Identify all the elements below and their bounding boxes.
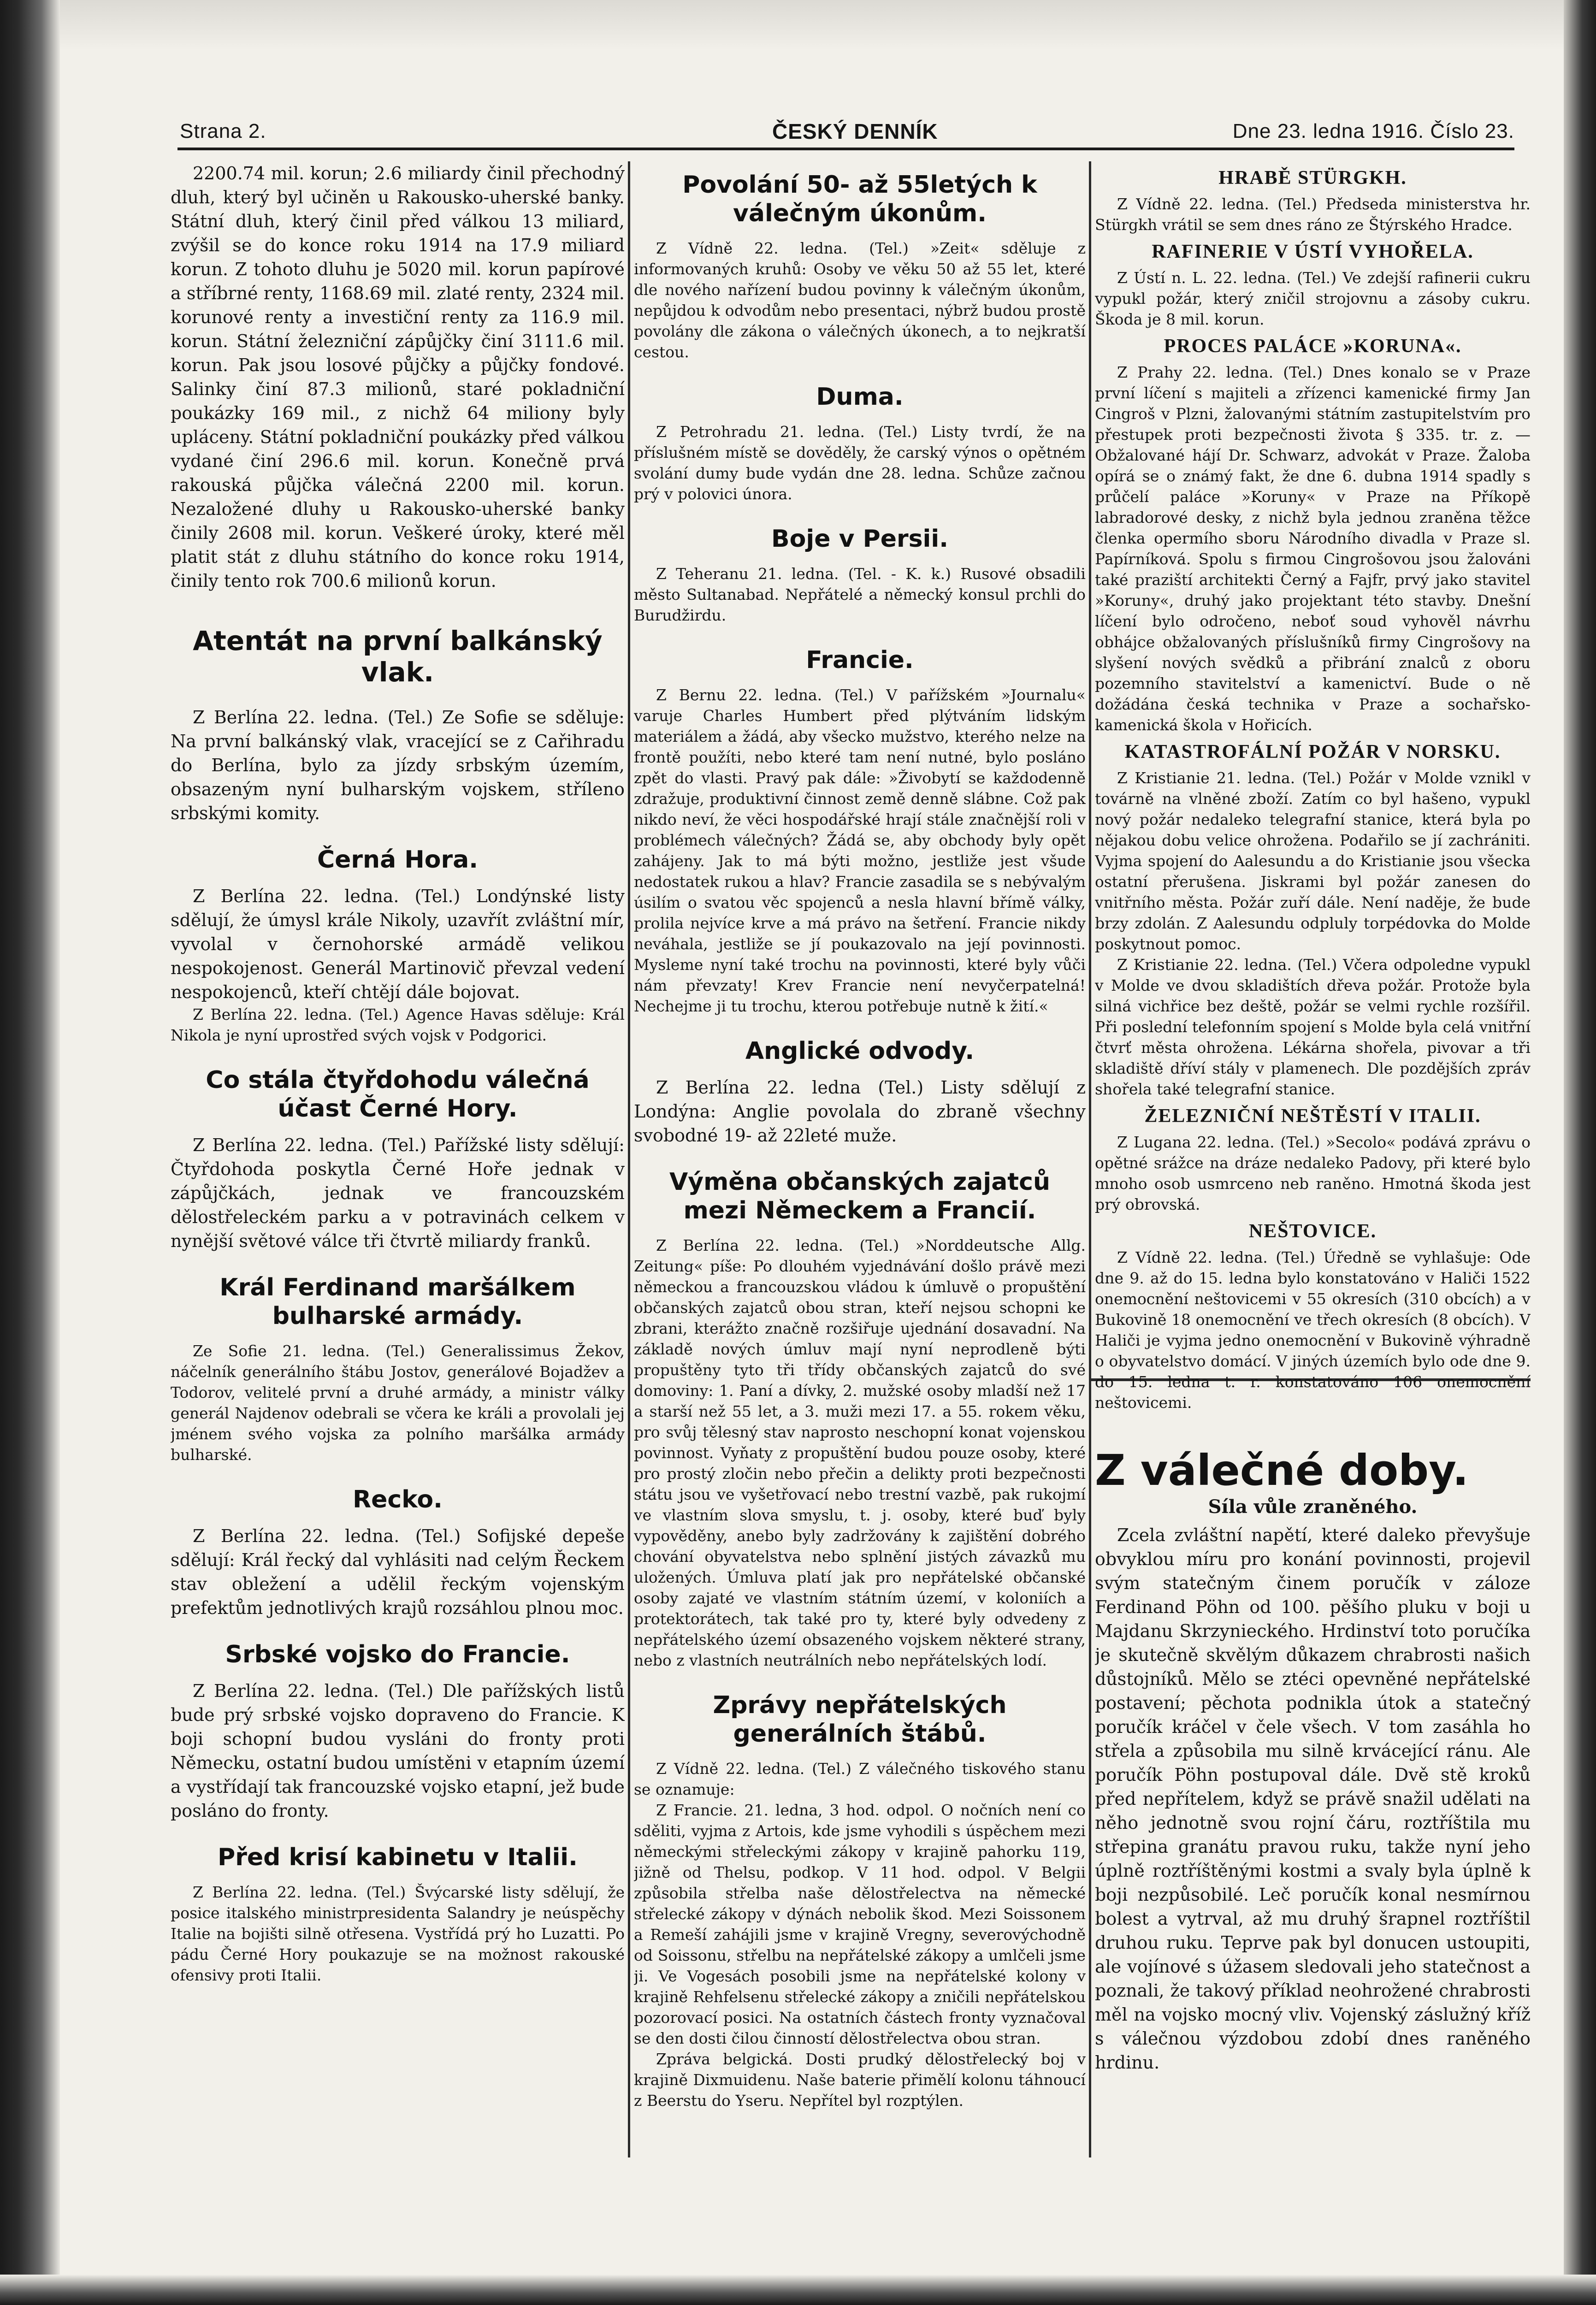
article-headline: Výměna občanských zajatců mezi Německem a Francií. [669,1168,1051,1224]
article-headline: Král Ferdinand maršálkem bulharské armády. [219,1274,576,1330]
article-body: Z Berlína 22. ledna. (Tel.) Pařížské listy sdělují: Čtyřdohoda poskytla Černé Hoře jednak v zápůjčkách, jednak ve francouzském dělostřeleckém parku a v potravinách celkem v nynější světové válce tři čtvrtě miliardy franků. [171,1135,625,1251]
article-body: Z Berlína 22. ledna. (Tel.) Švýcarské listy sdělují, že posice italského ministrpresidenta Salandry je neúspěchy Italie na bojišti silně otřesena. Vystřídá prý ho Luzatti. Po pádu Černé Hory poukazuje se na možnost rakouské ofensivy proti Italii. [171,1883,625,1984]
article-headline: Černá Hora. [317,846,479,874]
article-headline: NEŠTOVICE. [1248,1221,1377,1242]
article-body: Z Berlína 22. ledna. (Tel.) Londýnské listy sdělují, že úmysl krále Nikoly, uzavřít zvláštní mír, vyvolal v černohorské armádě velikou nespokojenost. Generál Martinovič převzal vedení nespokojenců, kteří chtějí dále bojovat. [171,886,625,1002]
article-headline: PROCES PALÁCE »KORUNA«. [1164,336,1462,357]
page-header [177,115,1514,150]
column-3 [1095,161,1531,2153]
article-headline: Povolání 50- až 55letých k válečným úkonům. [682,171,1037,227]
newspaper-title: ČESKÝ DENNÍK [772,119,938,143]
article-body: Z Berlína 22. ledna (Tel.) Listy sdělují z Londýna: Anglie povolala do zbraně všechny svobodné 19- až 22leté muže. [634,1077,1086,1146]
article-body: Zpráva belgická. Dosti prudký dělostřelecký boj v krajině Dixmuidenu. Naše baterie přimělí kolonu táhnoucí z Beerstu do Yseru. Nepřítel byl rozptýlen. [634,2050,1086,2110]
issue-date: Dne 23. ledna 1916. [1232,120,1425,142]
article-headline: RAFINERIE V ÚSTÍ VYHOŘELA. [1152,241,1474,262]
column-2 [634,161,1086,2153]
page-number: Strana 2. [180,120,266,142]
article-headline: Srbské vojsko do Francie. [225,1641,570,1668]
article-body: Z Prahy 22. ledna. (Tel.) Dnes konalo se v Praze první líčení s majiteli a zřízenci kamenické firmy Jan Cingroš v Plzni, žalovanými státním zastupitelstvím pro přestupek proti bezpečnosti života § 335. tr. z. — Obžalované hájí Dr. Schwarz, advokát v Praze. Žaloba opírá se o známý fakt, že dne 6. dubna 1914 spadly s průčelí paláce »Koruny« v Praze na Příkopě labradorové desky, z nichž byla jednou zraněna těžce členka opermího sboru Národního divadla v Praze sl. Papírníková. Spolu s firmou Cingrošovou jsou žalováni také praziští architekti Černý a Fajfr, prvý jako stavitel »Koruny«, druhý jako projektant této stavby. Dnešní líčení bylo odročeno, neboť soud vyhověl návrhu obhájce obžalovaných příslušníků firmy Cingrošovy na slyšení nových svědků a přibrání znalců z oboru pozemního stavitelství a kamenictví. Bude o ně dožádána česká technika v Praze a sochařsko-kamenická škola v Hořicích. [1095,363,1531,734]
article-body: Ze Sofie 21. ledna. (Tel.) Generalissimus Žekov, náčelník generálního štábu Jostov, generálové Bojadžev a Todorov, velitelé první a druhé armády, a ministr války generál Najdenov odebrali se včera ke králi a provolali jej jménem svého vojska za polního maršálka armády bulharské. [171,1342,625,1464]
article-headline: Francie. [806,646,914,674]
column-1 [171,161,625,2153]
scan-edge-left [0,0,60,2305]
article-body: Z Berlína 22. ledna. (Tel.) Agence Havas sděluje: Král Nikola je nyní uprostřed svých vojsk v Podgorici. [171,1005,625,1044]
article-headline: Před krisí kabinetu v Italii. [218,1844,578,1871]
article-headline: Duma. [816,383,904,411]
header-date-issue [1233,120,1514,143]
article-headline: Zprávy nepřátelských generálních štábů. [713,1691,1007,1748]
article-continuation: 2200.74 mil. korun; 2.6 miliardy činil přechodný dluh, který byl učiněn u Rakousko-uherské banky. Státní dluh, který činil před válkou 13 miliard, zvýšil se do konce roku 1914 na 17.9 miliard korun. Z tohoto dluhu je 5020 mil. korun papírové a stříbrné renty, 1168.69 mil. zlaté renty, 2324 mil. korunové renty a investiční renty za 116.9 mil. korun. Státní železniční zápůjčky činí 3111.6 mil. korun. Pak jsou losové půjčky a půjčky fondové. Salinky činí 87.3 milionů, staré pokladniční poukázky 169 mil., z nichž 64 miliony byly upláceny. Státní pokladniční poukázky před válkou vydané činí 296.6 mil. korun. Konečně prvá rakouská půjčka válečná 2200 mil. korun. Nezaložené dluhy u Rakousko-uherské banky činily 2608 mil. korun. Veškeré úroky, které měl platit stát z dluhu státního do konce roku 1914, činily tento rok 700.6 milionů korun. [171,163,625,591]
article-body: Z Berlína 22. ledna. (Tel.) »Norddeutsche Allg. Zeitung« píše: Po dlouhém vyjednávání došlo právě mezi německou a francouzskou vládou k úmluvě o propuštění občanských zajatců obou stran, kteří nejsou schopni ke zbrani, kterážto značně rozšiřuje ujednání dosavadní. Na základě nových úmluv mají nyní neprodleně býti propuštěny tyto tři třídy občanských zajatců do své domoviny: 1. Paní a dívky, 2. mužské osoby mladší než 17 a starší než 55 let, a 3. muži mezi 17. a 55. rokem věku, pro svůj tělesný stav naprosto neschopní konat vojenskou povinnost. Vyňaty z propuštění budou pouze osoby, které pro prostý zločin nebo přečin a delikty proti bezpečnosti státu jsou ve vyšetřovací nebo trestní vazbě, pak rukojmí ve vlastním slova smyslu, t. j. osoby, které buď byly vypověděny, anebo byly zadržovány k zajištění dobrého chování obyvatelstva nebo splnění jistých závazků mu uložených. Úmluva platí jak pro nepřátelské občanské osoby zajaté ve vlastním státním území, v koloniích a protektorátech, tak také pro ty, které byly odvedeny z nepřátelského území obsazeného vojskem některé strany, nebo z vlastních neutrálních nebo nepřátelských lodí. [634,1236,1086,1669]
article-body: Z Berlína 22. ledna. (Tel.) Ze Sofie se sděluje: Na první balkánský vlak, vracející se z Cařihradu do Berlína, bylo za jízdy srbským územím, obsazeným nyní bulharským vojskem, stříleno srbskými komity. [171,707,625,823]
scan-edge-top [0,0,1596,51]
article-headline: Anglické odvody. [745,1037,975,1065]
article-headline: Atentát na první balkánský vlak. [193,625,603,688]
article-body: Z Vídně 22. ledna. (Tel.) Předseda ministerstva hr. Stürgkh vrátil se sem dnes ráno ze Štýrského Hradce. [1095,195,1531,234]
article-headline: KATASTROFÁLNÍ POŽÁR V NORSKU. [1124,741,1501,762]
article-body: Z Kristianie 21. ledna. (Tel.) Požár v Molde vznikl v továrně na vlněné zboží. Zatím co byl hašeno, vypukl nový požár nedaleko telegrafní stanice, která byla po nějakou dobu velice ohrožena. Podařilo se jí zachrániti. Vyjma spojení do Aalesundu a do Kristianie jsou všecka ostatní přerušena. Jiskrami byl požár zanesen do vnitřního města. Požár zuří dále. Není naděje, že bude brzy zdolán. Z Aalesundu odpluly torpédovka do Molde poskytnout pomoc. [1095,769,1531,953]
article-body: Z Petrohradu 21. ledna. (Tel.) Listy tvrdí, že na příslušném místě se dověděly, že carský výnos o opětném svolání dumy bude vydán dne 28. ledna. Schůze začnou prý v polovici února. [634,423,1086,503]
issue-number: Číslo 23. [1430,120,1514,142]
article-subtitle: Síla vůle zraněného. [1208,1496,1418,1518]
article-headline: Co stála čtyřdohodu válečná účast Černé Hory. [206,1066,590,1123]
article-headline: HRABĚ STÜRGKH. [1218,167,1407,189]
scan-edge-bottom [0,2275,1596,2305]
article-body: Z Vídně 22. ledna. (Tel.) Úředně se vyhlašuje: Ode dne 9. až do 15. ledna bylo konstatováno v Haliči 1522 onemocnění neštovicemi v 55 okresích (310 obcích) a v Bukovině 18 onemocnění ve třech okresích (8 obcích). V Haliči je vyjma jedno onemocnění v Bukovině výhradně o obyvatelstvo domácí. V jiných územích bylo ode dne 9. do 15. ledna t. r. konstatováno 106 onemocnění neštovicemi. [1095,1248,1531,1412]
article-body: Z Francie. 21. ledna, 3 hod. odpol. O nočních není co sděliti, vyjma z Artois, kde jsme vyhodili s úspěchem mezi německými střeleckými zákopy v krajině pahorku 119, jižně od Thelsu, podkop. V 11 hod. odpol. V Belgii způsobila střelba naše dělostřelectva na německé střelecké zákopy v dýnách nebolik škod. Mezi Soissonem a Remeší zahájili jsme v krajině Vregny, severovýchodně od Soissonu, střelbu na nepřátelské zákopy a umlčeli jsme ji. Ve Vogesách posobili jsme na nepřátelské kolony v krajině Rehfelsenu střelecké zákopy a zničili nepřátelskou pozorovací posici. Na ostatních částech fronty vyznačoval se den dosti čilou činností dělostřelectva obou stran. [634,1801,1086,2047]
article-headline: ŽELEZNIČNÍ NEŠTĚSTÍ V ITALII. [1144,1105,1481,1127]
article-body: Z Vídně 22. ledna. (Tel.) »Zeit« sděluje z informovaných kruhů: Osoby ve věku 50 až 55 let, které dle nového nařízení budou povinny k válečným úkonům, nepůjdou k odvodům nebo presentaci, nýbrž budou prostě povolány dle zákona o válečných úkonech, a to nejkratší cestou. [634,239,1086,361]
article-body: Z Ústí n. L. 22. ledna. (Tel.) Ve zdejší rafinerii cukru vypukl požár, který zničil strojovnu a zásoby cukru. Škoda je 8 mil. korun. [1095,269,1531,328]
column-divider [1089,161,1091,2157]
scan-edge-right [1564,0,1596,2305]
article-body: Zcela zvláštní napětí, které daleko převyšuje obvyklou míru pro konání povinnosti, projevil svým statečným činem poručík v záloze Ferdinand Pöhn od 100. pěšího pluku v boji u Majdanu Skrzynieckého. Hrdinství toto poručíka je skutečně skvělým důkazem chrabrosti našich důstojníků. Mělo se ztéci opevněné nepřátelské postavení; pěchota podnikla útok a statečný poručík kráčel v čele všech. V tom zasáhla ho střela a způsobila mu silně krvácející ránu. Ale poručík Pöhn postupoval dále. Dvě stě kroků před nepřítelem, když se právě snažil udělati na něho jednotně svou rojní čáru, roztříštila mu střepina granátu pravou ruku, takže nyní jeho úplně roztříštěnými kostmi a svaly byla úplně k boji nezpůsobilé. Leč poručík konal nesmírnou bolest a vytrval, až mu druhý šrapnel roztříštil druhou ruku. Teprve pak byl donucen ustoupiti, ale vojínové s úžasem sledovali jeho statečnost a poznali, že takový příklad neohrožené chrabrosti měl na vojsko mocný vliv. Vojenský záslužný kříž s válečnou výzdobou zdobí dnes raněného hrdinu. [1095,1525,1531,2073]
article-body: Z Lugana 22. ledna. (Tel.) »Secolo« podává zprávu o opětné srážce na dráze nedaleko Padovy, při které bylo mnoho osob usmrceno neb raněno. Hmotná škoda jest prý obrovská. [1095,1133,1531,1213]
article-body: Z Kristianie 22. ledna. (Tel.) Včera odpoledne vypukl v Molde ve dvou skladištích dřeva požár. Protože byla silná vichřice bez deště, požár se velmi rychle rozšířil. Při poslední telefonním spojení s Molde byla celá vnitřní čtvrť města ohrožena. Lékárna shořela, pivovar a tři skladiště dříví stály v plamenech. Dle pozdějších zpráv shořela také telegrafní stanice. [1095,956,1531,1098]
article-body: Z Berlína 22. ledna. (Tel.) Sofijské depeše sdělují: Král řecký dal vyhlásiti nad celým Řeckem stav obležení a udělil řeckým vojenským prefektům jednotlivých krajů rozsáhlou plnou moc. [171,1526,625,1618]
article-headline: Recko. [353,1486,443,1513]
article-body: Z Vídně 22. ledna. (Tel.) Z válečného tiskového stanu se oznamuje: [634,1760,1086,1798]
article-body: Z Bernu 22. ledna. (Tel.) V pařížském »Journalu« varuje Charles Humbert před plýtváním lidským materiálem a žádá, aby všecko mužstvo, kterého nelze na frontě použíti, nebo které tam není nutné, bylo posláno zpět do vlasti. Pravý pak dále: »Živobytí se každodenně zdražuje, produktivní činnost země denně slábne. Což pak nikdo neví, že věci hospodářské hrají stále značnější roli v problémech válečných? Žádá se, aby obchody byly opět zahájeny. Jak to má býti možno, jestliže jest všude nedostatek rukou a hlav? Francie zasadila se s nebývalým úsilím o svatou věc spojenců a nesla hlavní břímě války, prolila nejvíce krve a má právo na šetření. Francie nikdy neváhala, jestliže se jí poukazovalo na její povinnosti. Mysleme nyní také trochu na povinnosti, které byly vůči nám převzaty! Krev Francie není nevyčerpatelná! Nechejme ji tu trochu, kterou potřebuje nutně k žití.« [634,686,1086,1015]
article-body: Z Teheranu 21. ledna. (Tel. - K. k.) Rusové obsadili město Sultanabad. Nepřátelé a německý konsul prchli do Burudžirdu. [634,565,1086,624]
article-body: Z Berlína 22. ledna. (Tel.) Dle pařížských listů bude prý srbské vojsko dopraveno do Francie. K boji schopní budou vysláni do fronty proti Německu, ostatní budou umístěni v etapním území a vystřídají tak francouzské vojsko etapní, jež bude posláno do fronty. [171,1681,625,1821]
section-headline: Z válečné doby. [1095,1446,1469,1495]
column-divider [628,161,630,2157]
article-headline: Boje v Persii. [771,525,948,553]
